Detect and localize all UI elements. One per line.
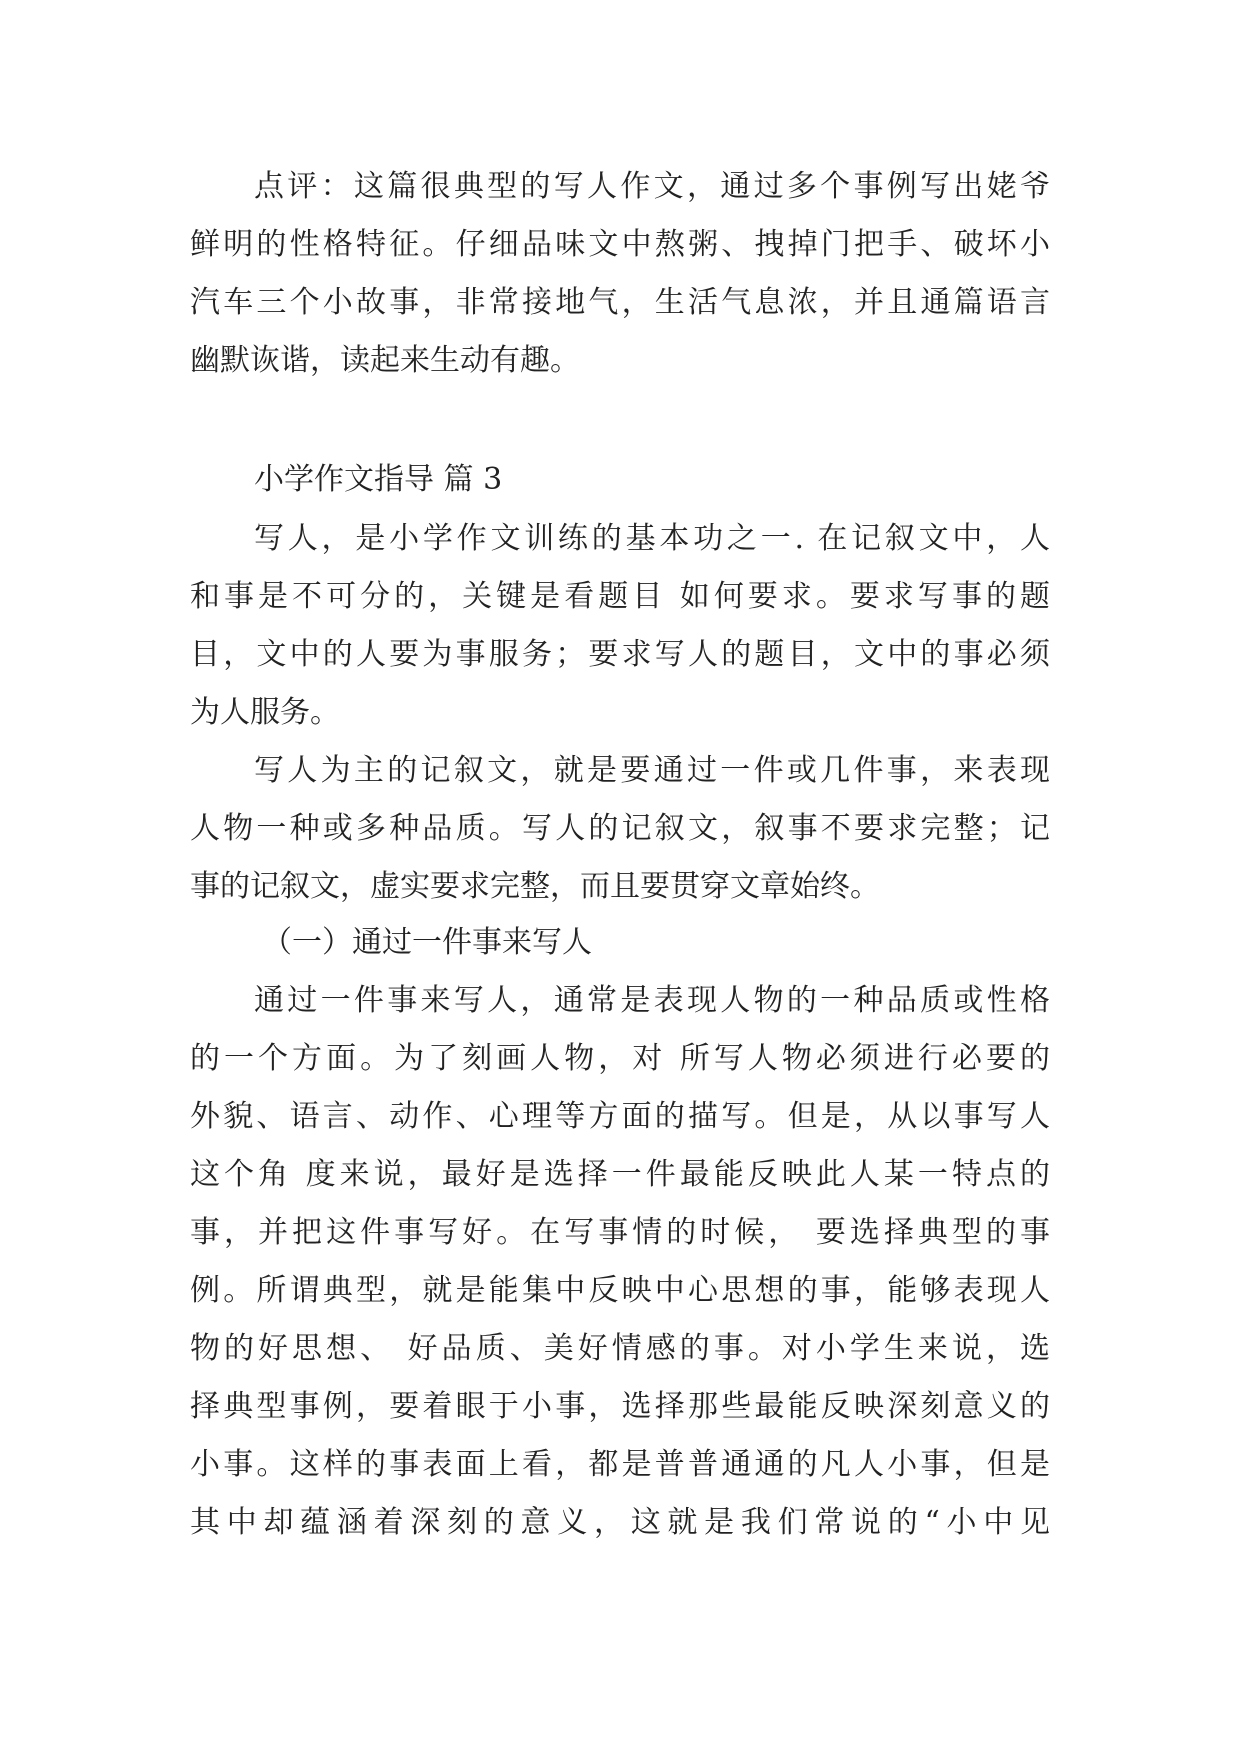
paragraph-definition-line-1: 写人为主的记叙文，就是要通过一件或几件事，来表现	[254, 753, 1050, 788]
paragraph-body-line-4: 这个角 度来说，最好是选择一件最能反映此人某一特点的	[190, 1157, 1050, 1192]
paragraph-body-line-2: 的一个方面。为了刻画人物，对 所写人物必须进行必要的	[190, 1041, 1050, 1076]
paragraph-intro-line-4: 为人服务。	[190, 695, 340, 730]
paragraph-intro-line-1: 写人，是小学作文训练的基本功之一. 在记叙文中，人	[254, 521, 1050, 556]
paragraph-commentary-line-1: 点评：这篇很典型的写人作文，通过多个事例写出姥爷	[254, 169, 1050, 204]
paragraph-commentary-line-3: 汽车三个小故事，非常接地气，生活气息浓，并且通篇语言	[190, 285, 1050, 320]
paragraph-commentary-line-4: 幽默诙谐，读起来生动有趣。	[190, 343, 580, 378]
paragraph-definition-line-3: 事的记叙文，虚实要求完整，而且要贯穿文章始终。	[190, 869, 880, 904]
paragraph-intro-line-3: 目，文中的人要为事服务；要求写人的题目，文中的事必须	[190, 637, 1050, 672]
paragraph-definition-line-2: 人物一种或多种品质。写人的记叙文，叙事不要求完整；记	[190, 811, 1050, 846]
paragraph-body-line-6: 例。所谓典型，就是能集中反映中心思想的事，能够表现人	[190, 1273, 1050, 1308]
paragraph-body-line-9: 小事。这样的事表面上看，都是普普通通的凡人小事，但是	[190, 1447, 1050, 1482]
paragraph-body-line-1: 通过一件事来写人，通常是表现人物的一种品质或性格	[254, 983, 1050, 1018]
subsection-heading: （一）通过一件事来写人	[262, 925, 592, 960]
paragraph-intro-line-2: 和事是不可分的，关键是看题目 如何要求。要求写事的题	[190, 579, 1050, 614]
paragraph-body-line-8: 择典型事例，要着眼于小事，选择那些最能反映深刻意义的	[190, 1389, 1050, 1424]
paragraph-commentary-line-2: 鲜明的性格特征。仔细品味文中熬粥、拽掉门把手、破坏小	[190, 227, 1050, 262]
paragraph-body-line-3: 外貌、语言、动作、心理等方面的描写。但是，从以事写人	[190, 1099, 1050, 1134]
paragraph-body-line-10: 其中却蕴涵着深刻的意义，这就是我们常说的“小中见	[190, 1505, 1050, 1540]
section-heading: 小学作文指导 篇 3	[254, 462, 503, 497]
paragraph-body-line-7: 物的好思想、 好品质、美好情感的事。对小学生来说，选	[190, 1331, 1050, 1366]
paragraph-body-line-5: 事，并把这件事写好。在写事情的时候， 要选择典型的事	[190, 1215, 1050, 1250]
